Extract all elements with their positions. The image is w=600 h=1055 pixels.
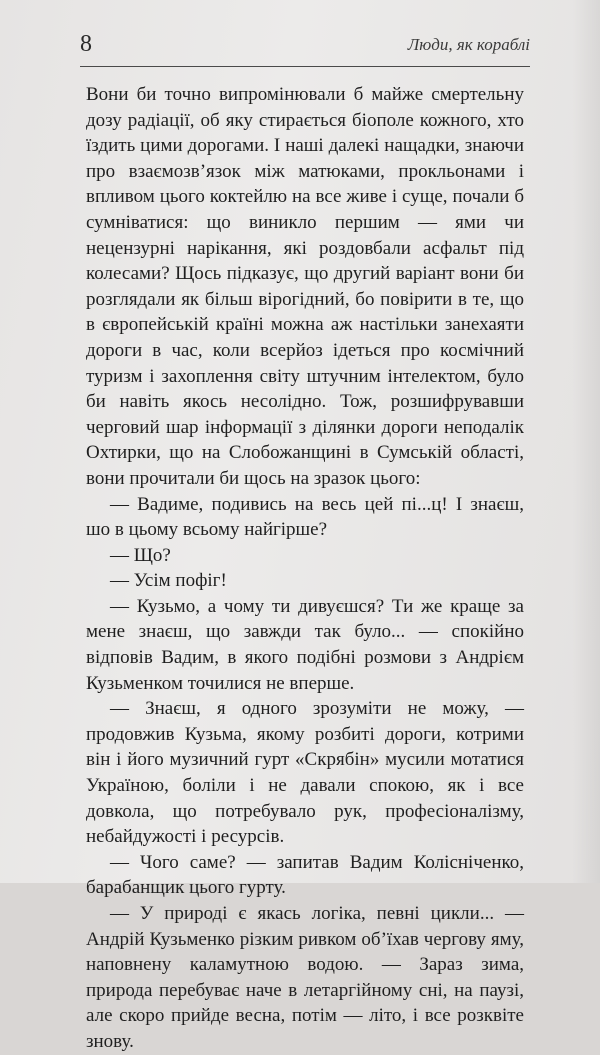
- paragraph: — Вадиме, подивись на весь цей пі...ц! І знаєш, шо в цьому всьому найгірше?: [86, 493, 524, 541]
- paragraph: — Кузьмо, а чому ти дивуєшся? Ти же краще за мене знаєш, що завжди так було... — спокійно відповів Вадим, в якого подібні розмови з Андрієм Кузьменком точилися не вперше.: [86, 595, 524, 694]
- paragraph: — Усім пофіг!: [110, 570, 227, 592]
- running-title: Люди, як кораблі: [407, 35, 530, 54]
- page-number: 8: [80, 31, 92, 57]
- paragraph: — Знаєш, я одного зрозуміти не можу, — продовжив Кузьма, якому розбиті дороги, котрими він і його музичний гурт «Скрябін» мусили мотатися Україною, боліли і не давали спокою, як і все довкола, що потребувало рук, професіоналізму, небайдужості і ресурсів.: [86, 698, 524, 848]
- header-rule: [80, 66, 530, 67]
- page-header: [80, 30, 530, 64]
- paragraph: — У природі є якась логіка, певні цикли... — Андрій Кузьменко різким ривком об’їхав чергову яму, наповнену каламутною водою. — Зараз зима, природа перебуває наче в летаргійному сні, на паузі, але скоро прийде весна, потім — літо, і все розквіте знову.: [86, 903, 524, 1052]
- page-edge-shadow: [572, 0, 600, 883]
- body-text: [86, 82, 524, 1055]
- paragraph: Вони би точно випромінювали б майже смертельну дозу радіації, об яку стирається біополе кожного, хто їздить цими дорогами. І наші далекі нащадки, знаючи про взаємозв’язок між матюками, прокльонами і впливом цього коктейлю на все живе і суще, почали б сумніватися: що виникло першим — ями чи нецензурні нарікання, які роздовбали асфальт під колесами? Щось підказує, що другий варіант вони би розглядали як більш вірогідний, бо повірити в те, що в європейській країні можна аж настільки занехаяти дороги в час, коли всерйоз ідеться про космічний туризм і захоплення світу штучним інтелектом, було би навіть якось несолідно. Тож, розшифрувавши черговий шар інформації з ділянки дороги неподалік Охтирки, що на Слобожанщині в Сумській області, вони прочитали би щось на зразок цього:: [86, 84, 524, 489]
- paragraph: — Чого саме? — запитав Вадим Колісніченко, барабанщик цього гурту.: [86, 851, 524, 899]
- paragraph: — Що?: [110, 544, 171, 566]
